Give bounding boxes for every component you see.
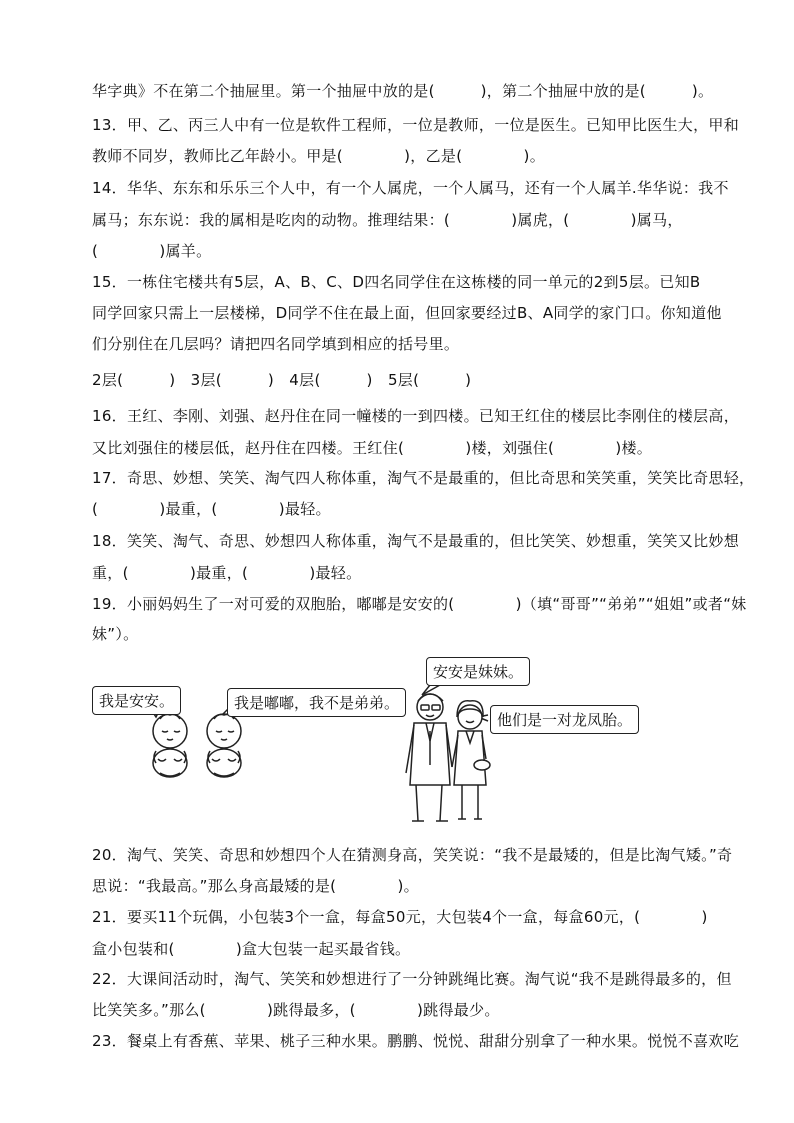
line-17: 妹”）。: [92, 625, 139, 643]
line-4: 属马；东东说：我的属相是吃肉的动物。推理结果：( )属虎，( )属马，: [92, 211, 683, 229]
line-16: 19．小丽妈妈生了一对可爱的双胞胎，嘟嘟是安安的( )（填“哥哥”“弟弟”“姐姐”或者“妹: [92, 595, 747, 613]
line-21: 盒小包装和( )盒大包装一起买最省钱。: [92, 940, 411, 958]
line-1: 13．甲、乙、丙三人中有一位是软件工程师，一位是教师，一位是医生。已知甲比医生大，甲和: [92, 116, 739, 134]
line-14: 18．笑笑、淘气、奇思、妙想四人称体重，淘气不是最重的，但比笑笑、妙想重，笑笑又比妙想: [92, 532, 739, 550]
line-6: 15．一栋住宅楼共有5层，A、B、C、D四名同学住在这栋楼的同一单元的2到5层。已知B: [92, 273, 701, 291]
line-0: 华字典》不在第二个抽屉里。第一个抽屉中放的是( )，第二个抽屉中放的是( )。: [92, 82, 714, 100]
line-20: 21．要买11个玩偶，小包装3个一盒，每盒50元，大包装4个一盒，每盒60元，( ): [92, 908, 708, 926]
father-speech-bubble: 安安是妹妹。: [426, 657, 530, 686]
line-10: 16．王红、李刚、刘强、赵丹住在同一幢楼的一到四楼。已知王红住的楼层比李刚住的楼层高，: [92, 407, 739, 425]
line-7: 同学回家只需上一层楼梯，D同学不住在最上面，但回家要经过B、A同学的家门口。你知道他: [92, 304, 722, 322]
line-15: 重，( )最重，( )最轻。: [92, 564, 362, 582]
line-2: 教师不同岁，教师比乙年龄小。甲是( )，乙是( )。: [92, 147, 546, 165]
line-3: 14．华华、东东和乐乐三个人中，有一个人属虎，一个人属马，还有一个人属羊.华华说：我不: [92, 179, 729, 197]
line-19: 思说：“我最高。”那么身高最矮的是( )。: [92, 877, 419, 895]
dudu-speech-bubble: 我是嘟嘟，我不是弟弟。: [227, 688, 406, 717]
line-9: 2层( ) 3层( ) 4层( ) 5层( ): [92, 371, 472, 389]
line-11: 又比刘强住的楼层低，赵丹住在四楼。王红住( )楼，刘强住( )楼。: [92, 439, 653, 457]
line-12: 17．奇思、妙想、笑笑、淘气四人称体重，淘气不是最重的，但比奇思和笑笑重，笑笑比奇思轻，: [92, 469, 755, 487]
line-5: ( )属羊。: [92, 242, 212, 260]
line-23: 比笑笑多。”那么( )跳得最多，( )跳得最少。: [92, 1001, 500, 1019]
anan-speech-bubble: 我是安安。: [92, 686, 181, 715]
line-24: 23．餐桌上有香蕉、苹果、桃子三种水果。鹏鹏、悦悦、甜甜分别拿了一种水果。悦悦不喜欢吃: [92, 1032, 739, 1050]
twins-family-illustration: [90, 655, 650, 830]
line-18: 20．淘气、笑笑、奇思和妙想四个人在猜测身高，笑笑说：“我不是最矮的，但是比淘气矮。”奇: [92, 846, 733, 864]
mother-speech-bubble: 他们是一对龙凤胎。: [490, 705, 639, 734]
line-8: 们分别住在几层吗？请把四名同学填到相应的括号里。: [92, 335, 460, 353]
line-13: ( )最重，( )最轻。: [92, 500, 331, 518]
line-22: 22．大课间活动时，淘气、笑笑和妙想进行了一分钟跳绳比赛。淘气说“我不是跳得最多的，但: [92, 970, 732, 988]
